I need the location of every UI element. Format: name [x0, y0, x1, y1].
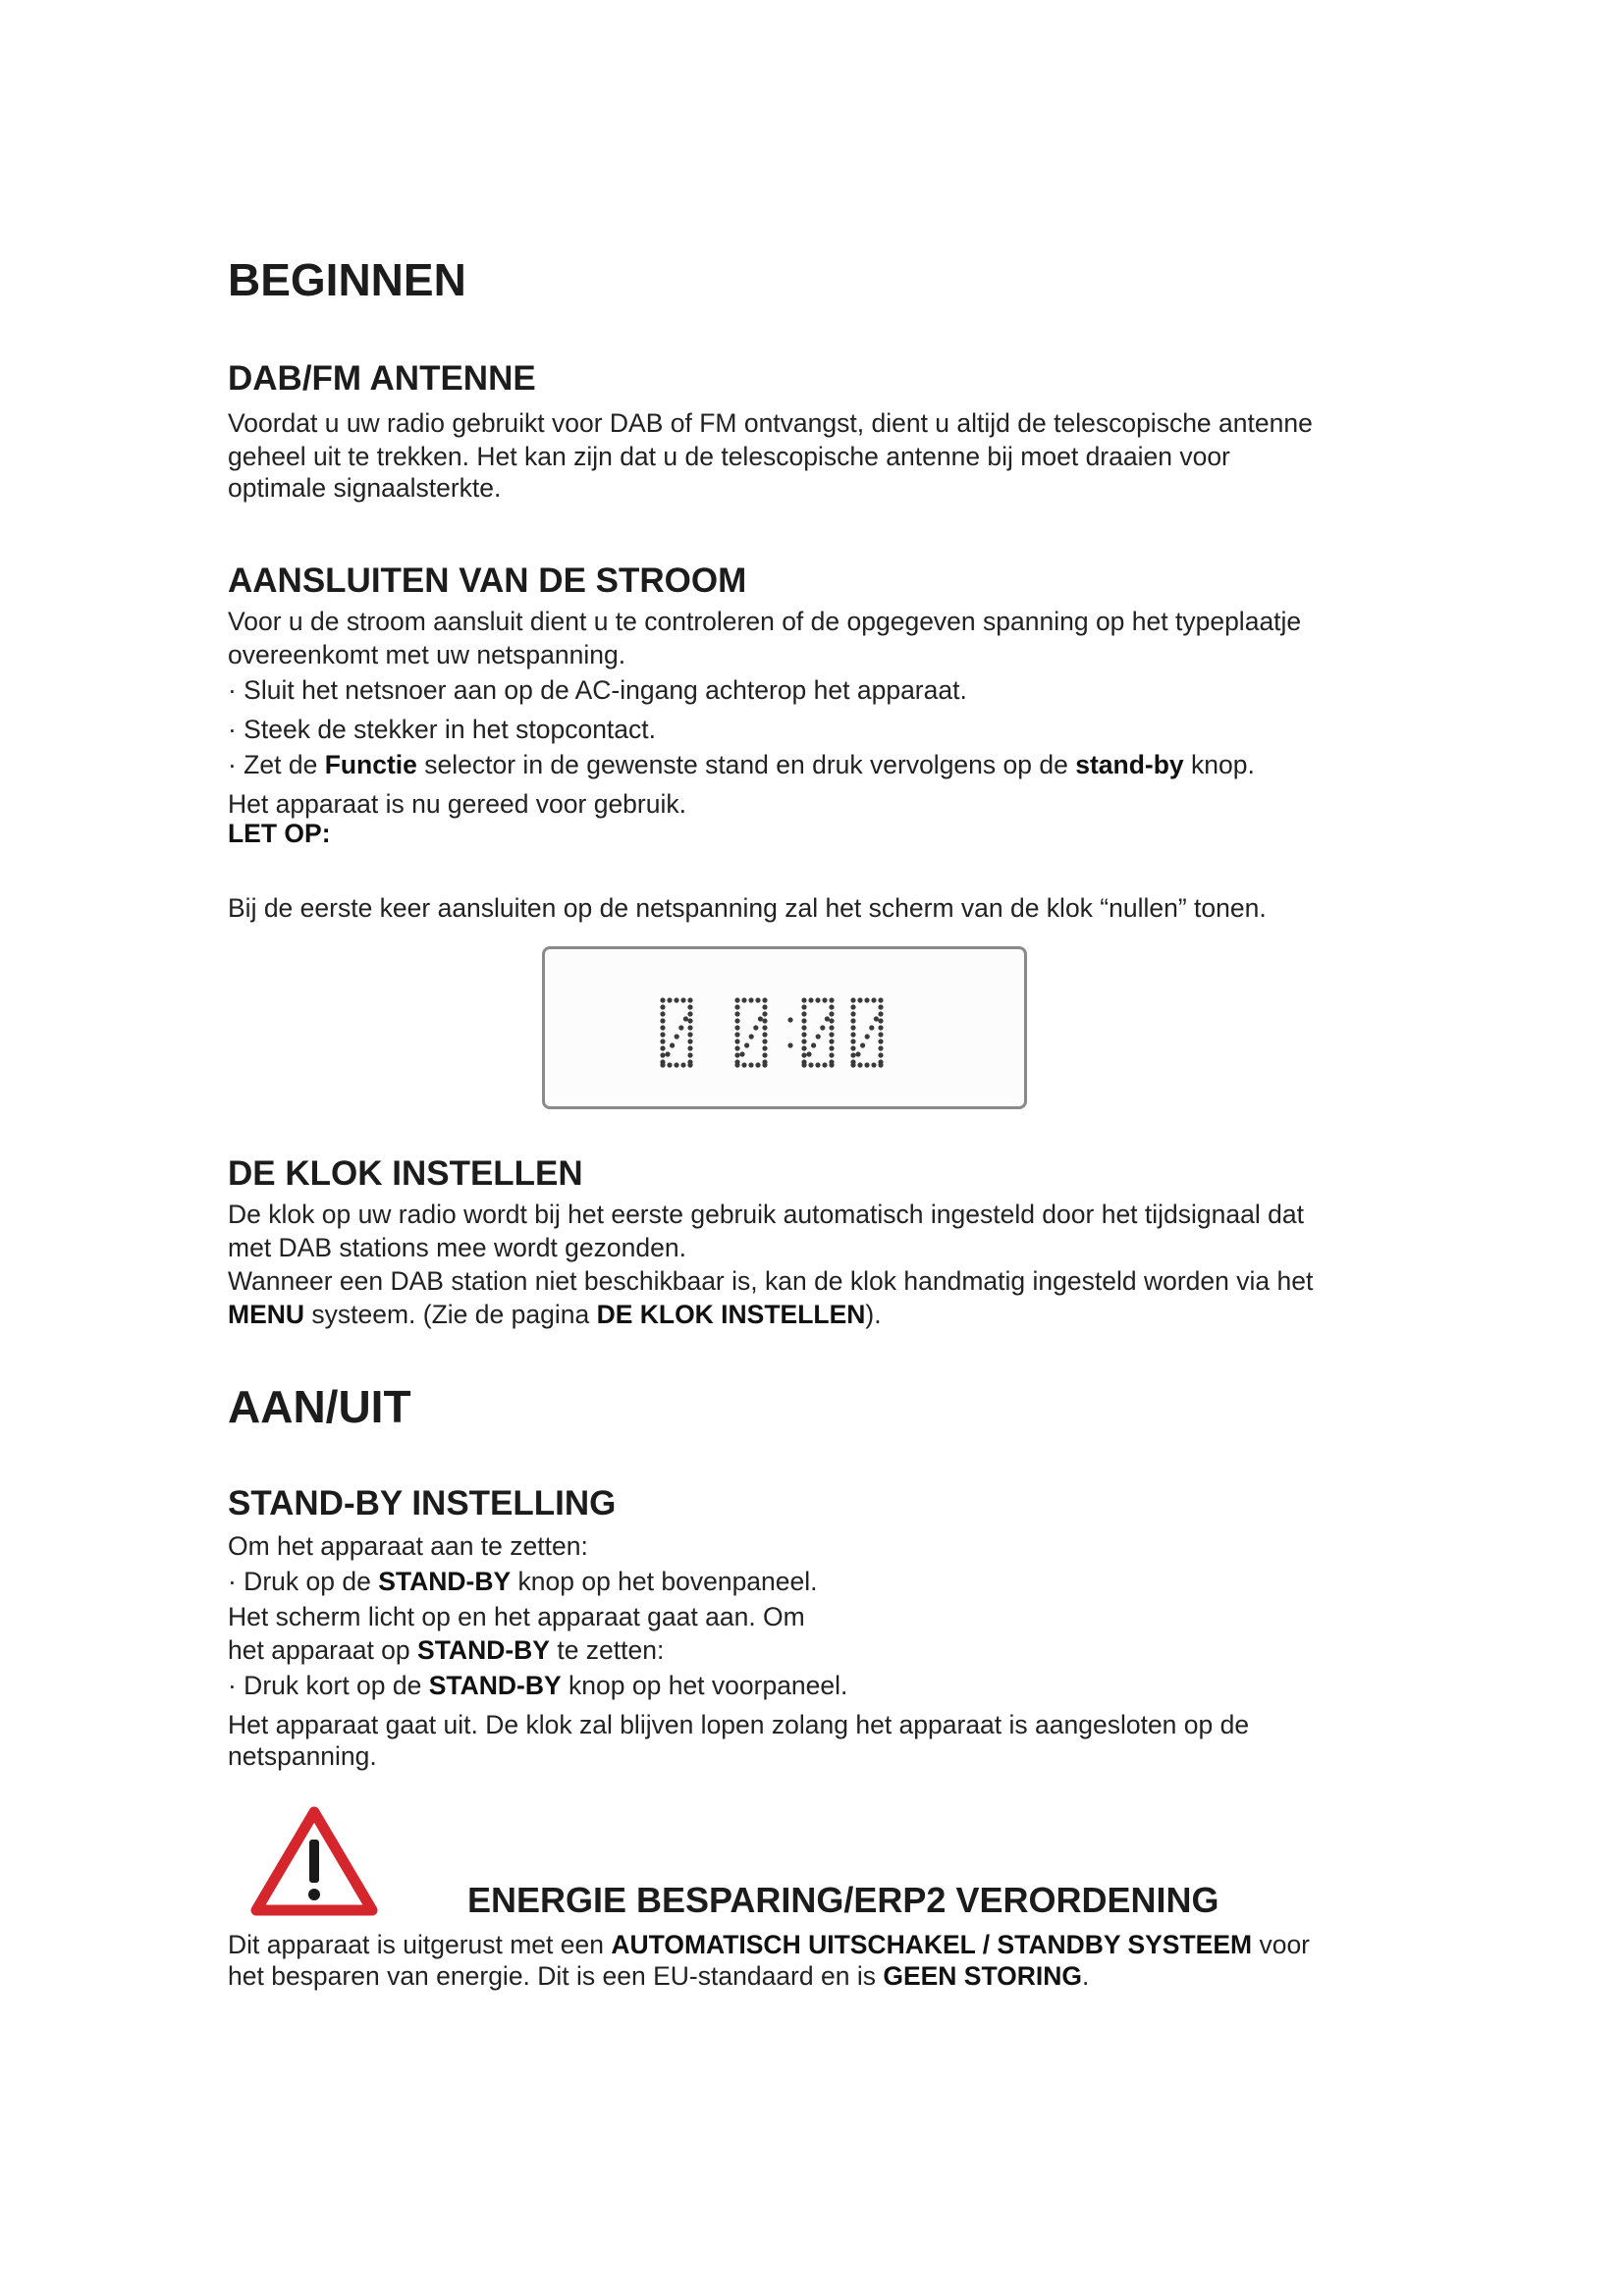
heading-energy: ENERGIE BESPARING/ERP2 VERORDENING: [467, 1880, 1219, 1920]
clock-line-4: MENU systeem. (Zie de pagina DE KLOK INSTELLEN).: [228, 1300, 882, 1329]
standby-line-4: het apparaat op STAND-BY te zetten:: [228, 1635, 665, 1665]
power-bullet-1: · Sluit het netsnoer aan op de AC-ingang achterop het apparaat.: [228, 675, 967, 705]
note-label: LET OP:: [228, 819, 331, 848]
standby-line-5: · Druk kort op de STAND-BY knop op het voorpaneel.: [228, 1671, 848, 1700]
antenna-line-3: optimale signaalsterkte.: [228, 473, 502, 503]
power-ready: Het apparaat is nu gereed voor gebruik.: [228, 789, 686, 819]
standby-line-6: Het apparaat gaat uit. De klok zal blijven lopen zolang het apparaat is aangesloten op de: [228, 1710, 1250, 1739]
standby-line-3: Het scherm licht op en het apparaat gaat aan. Om: [228, 1602, 805, 1631]
standby-line-2: · Druk op de STAND-BY knop op het bovenpaneel.: [228, 1567, 818, 1596]
warning-triangle-icon: [250, 1806, 378, 1916]
standby-line-7: netspanning.: [228, 1741, 377, 1771]
power-bullet-2: · Steek de stekker in het stopcontact.: [228, 715, 657, 744]
power-line-2: overeenkomt met uw netspanning.: [228, 640, 626, 669]
lcd-digit-3: [801, 997, 834, 1067]
clock-line-2: met DAB stations mee wordt gezonden.: [228, 1233, 686, 1262]
lcd-digits: [545, 949, 1024, 1106]
power-line-1: Voor u de stroom aansluit dient u te controleren of de opgegeven spanning op het typeplaatje: [228, 607, 1302, 636]
antenna-line-1: Voordat u uw radio gebruikt voor DAB of FM ontvangst, dient u altijd de telescopische antenne: [228, 408, 1313, 438]
lcd-digit-0: [660, 997, 692, 1067]
power-bullet-3: · Zet de Functie selector in de gewenste stand en druk vervolgens op de stand-by knop.: [228, 750, 1255, 779]
heading-power: AANSLUITEN VAN DE STROOM: [228, 561, 747, 600]
antenna-line-2: geheel uit te trekken. Het kan zijn dat u de telescopische antenne bij moet draaien voor: [228, 442, 1230, 471]
clock-line-1: De klok op uw radio wordt bij het eerste gebruik automatisch ingesteld door het tijdsignaal dat: [228, 1200, 1304, 1229]
lcd-digit-1: [734, 997, 767, 1067]
lcd-colon: [787, 1017, 792, 1047]
title-beginnen: BEGINNEN: [228, 254, 466, 305]
title-aan-uit: AAN/UIT: [228, 1381, 411, 1432]
heading-standby: STAND-BY INSTELLING: [228, 1484, 617, 1522]
energy-line-1: Dit apparaat is uitgerust met een AUTOMATISCH UITSCHAKEL / STANDBY SYSTEEM voor: [228, 1930, 1311, 1959]
heading-clock: DE KLOK INSTELLEN: [228, 1154, 583, 1193]
note-text: Bij de eerste keer aansluiten op de netspanning zal het scherm van de klok “nullen” tonen.: [228, 893, 1267, 923]
lcd-digit-4: [850, 997, 883, 1067]
lcd-clock-display: [542, 946, 1027, 1109]
energy-line-2: het besparen van energie. Dit is een EU-standaard en is GEEN STORING.: [228, 1961, 1090, 1991]
clock-line-3: Wanneer een DAB station niet beschikbaar is, kan de klok handmatig ingesteld worden via het: [228, 1266, 1314, 1296]
standby-line-1: Om het apparaat aan te zetten:: [228, 1531, 588, 1561]
heading-antenna: DAB/FM ANTENNE: [228, 359, 536, 398]
